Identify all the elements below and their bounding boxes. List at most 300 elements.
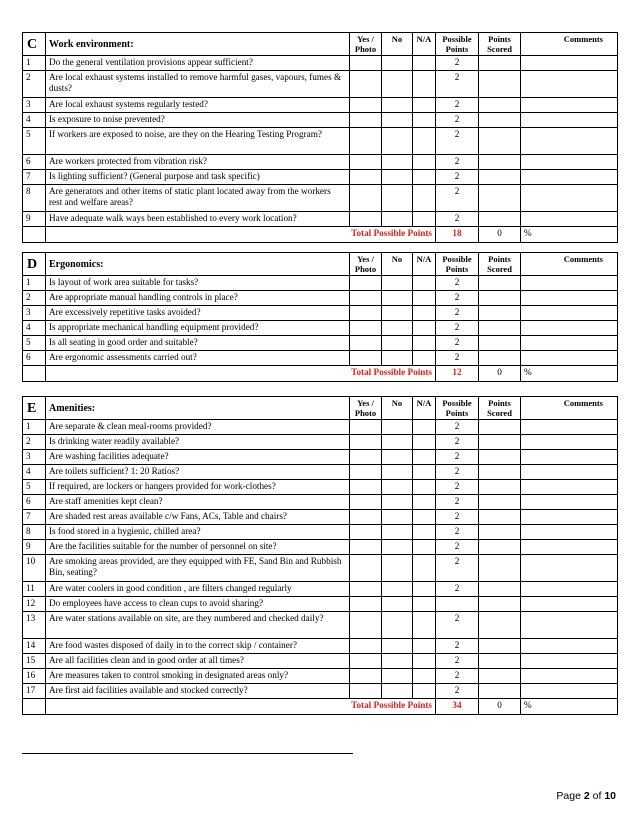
yes-cell[interactable] xyxy=(350,555,382,582)
points-scored-cell[interactable] xyxy=(479,612,521,639)
row-number: 1 xyxy=(23,420,46,435)
comments-cell[interactable] xyxy=(521,495,618,510)
points-scored-cell[interactable] xyxy=(479,654,521,669)
no-cell[interactable] xyxy=(382,582,413,597)
yes-cell[interactable] xyxy=(350,654,382,669)
comments-cell[interactable] xyxy=(521,170,618,185)
points-scored-cell[interactable] xyxy=(479,495,521,510)
table-row xyxy=(23,56,618,71)
points-scored-cell[interactable] xyxy=(479,420,521,435)
total-blank-cell xyxy=(23,366,46,382)
possible-points-cell: 2 xyxy=(436,170,479,185)
na-cell[interactable] xyxy=(413,420,436,435)
possible-points-cell: 2 xyxy=(436,321,479,336)
section-d xyxy=(22,252,618,382)
possible-points-cell: 2 xyxy=(436,71,479,98)
row-question: Are food wastes disposed of daily in to the correct skip / container? xyxy=(46,639,350,654)
no-cell[interactable] xyxy=(382,510,413,525)
comments-cell[interactable] xyxy=(521,276,618,291)
row-question: Are washing facilities adequate? xyxy=(46,450,350,465)
points-scored-cell[interactable] xyxy=(479,639,521,654)
points-scored-cell[interactable] xyxy=(479,276,521,291)
na-cell[interactable] xyxy=(413,212,436,227)
total-label: Total Possible Points xyxy=(46,699,436,715)
na-cell[interactable] xyxy=(413,555,436,582)
points-scored-header: Points Scored xyxy=(479,33,521,56)
no-cell[interactable] xyxy=(382,291,413,306)
yes-cell[interactable] xyxy=(350,71,382,98)
comments-cell[interactable] xyxy=(521,525,618,540)
total-points-scored: 0 xyxy=(479,366,521,382)
possible-points-cell: 2 xyxy=(436,525,479,540)
table-row xyxy=(23,525,618,540)
no-cell[interactable] xyxy=(382,612,413,639)
section-title: Ergonomics: xyxy=(46,253,350,276)
yes-cell[interactable] xyxy=(350,336,382,351)
possible-points-cell: 2 xyxy=(436,336,479,351)
comments-cell[interactable] xyxy=(521,155,618,170)
no-cell[interactable] xyxy=(382,128,413,155)
yes-cell[interactable] xyxy=(350,185,382,212)
points-scored-cell[interactable] xyxy=(479,336,521,351)
total-possible-points: 34 xyxy=(436,699,479,715)
points-scored-cell[interactable] xyxy=(479,128,521,155)
table-row xyxy=(23,540,618,555)
row-question: Are generators and other items of static plant located away from the workers rest and welfare areas? xyxy=(46,185,350,212)
possible-points-cell: 2 xyxy=(436,185,479,212)
possible-points-cell: 2 xyxy=(436,684,479,699)
row-number: 13 xyxy=(23,612,46,639)
yes-cell[interactable] xyxy=(350,525,382,540)
yes-photo-header: Yes / Photo xyxy=(350,33,382,56)
row-question: Are the facilities suitable for the number of personnel on site? xyxy=(46,540,350,555)
na-cell[interactable] xyxy=(413,276,436,291)
table-row xyxy=(23,639,618,654)
na-cell[interactable] xyxy=(413,684,436,699)
comments-cell[interactable] xyxy=(521,540,618,555)
no-header: No xyxy=(382,397,413,420)
row-number: 2 xyxy=(23,435,46,450)
possible-points-cell xyxy=(436,597,479,612)
yes-cell[interactable] xyxy=(350,480,382,495)
section-c-table xyxy=(22,32,618,243)
row-question: Are shaded rest areas available c/w Fans, ACs, Table and chairs? xyxy=(46,510,350,525)
table-row xyxy=(23,465,618,480)
possible-points-cell: 2 xyxy=(436,654,479,669)
na-cell[interactable] xyxy=(413,170,436,185)
na-cell[interactable] xyxy=(413,71,436,98)
table-row xyxy=(23,420,618,435)
table-row xyxy=(23,612,618,639)
total-blank-cell xyxy=(23,699,46,715)
row-question: Do the general ventilation provisions appear sufficient? xyxy=(46,56,350,71)
no-cell[interactable] xyxy=(382,56,413,71)
no-cell[interactable] xyxy=(382,170,413,185)
yes-cell[interactable] xyxy=(350,540,382,555)
yes-cell[interactable] xyxy=(350,639,382,654)
section-d-header-row xyxy=(23,253,618,276)
yes-cell[interactable] xyxy=(350,582,382,597)
comments-header: Comments xyxy=(521,33,618,56)
comments-cell[interactable] xyxy=(521,684,618,699)
section-letter: C xyxy=(23,33,46,56)
total-row xyxy=(23,227,618,243)
possible-points-cell: 2 xyxy=(436,480,479,495)
points-scored-cell[interactable] xyxy=(479,525,521,540)
row-number: 8 xyxy=(23,185,46,212)
comments-cell[interactable] xyxy=(521,321,618,336)
section-c-header-row xyxy=(23,33,618,56)
yes-cell[interactable] xyxy=(350,495,382,510)
no-cell[interactable] xyxy=(382,113,413,128)
na-cell[interactable] xyxy=(413,155,436,170)
possible-points-cell: 2 xyxy=(436,351,479,366)
no-cell[interactable] xyxy=(382,276,413,291)
na-cell[interactable] xyxy=(413,291,436,306)
possible-points-cell: 2 xyxy=(436,612,479,639)
comments-cell[interactable] xyxy=(521,291,618,306)
na-cell[interactable] xyxy=(413,480,436,495)
possible-points-cell: 2 xyxy=(436,113,479,128)
na-cell[interactable] xyxy=(413,525,436,540)
points-scored-cell[interactable] xyxy=(479,212,521,227)
row-number: 15 xyxy=(23,654,46,669)
comments-cell[interactable] xyxy=(521,56,618,71)
total-label: Total Possible Points xyxy=(46,227,436,243)
na-cell[interactable] xyxy=(413,450,436,465)
comments-cell[interactable] xyxy=(521,71,618,98)
yes-cell[interactable] xyxy=(350,56,382,71)
table-row xyxy=(23,170,618,185)
no-cell[interactable] xyxy=(382,639,413,654)
yes-cell[interactable] xyxy=(350,276,382,291)
points-scored-cell[interactable] xyxy=(479,465,521,480)
section-letter: D xyxy=(23,253,46,276)
possible-points-cell: 2 xyxy=(436,669,479,684)
table-row xyxy=(23,684,618,699)
points-scored-cell[interactable] xyxy=(479,113,521,128)
comments-cell[interactable] xyxy=(521,612,618,639)
row-number: 3 xyxy=(23,98,46,113)
table-row xyxy=(23,321,618,336)
table-row xyxy=(23,435,618,450)
yes-cell[interactable] xyxy=(350,351,382,366)
row-question: Is lighting sufficient? (General purpose and task specific) xyxy=(46,170,350,185)
total-possible-points: 12 xyxy=(436,366,479,382)
total-row xyxy=(23,699,618,715)
na-cell[interactable] xyxy=(413,582,436,597)
comments-cell[interactable] xyxy=(521,669,618,684)
row-number: 1 xyxy=(23,276,46,291)
na-cell[interactable] xyxy=(413,98,436,113)
page-current: 2 xyxy=(583,790,590,802)
yes-cell[interactable] xyxy=(350,435,382,450)
na-cell[interactable] xyxy=(413,113,436,128)
points-scored-cell[interactable] xyxy=(479,669,521,684)
points-scored-cell[interactable] xyxy=(479,597,521,612)
page-total: 10 xyxy=(604,790,616,802)
yes-cell[interactable] xyxy=(350,291,382,306)
row-question: Are measures taken to control smoking in designated areas only? xyxy=(46,669,350,684)
comments-cell[interactable] xyxy=(521,212,618,227)
points-scored-cell[interactable] xyxy=(479,540,521,555)
comments-cell[interactable] xyxy=(521,555,618,582)
yes-cell[interactable] xyxy=(350,170,382,185)
total-points-scored: 0 xyxy=(479,699,521,715)
total-percentage: % xyxy=(521,699,618,715)
table-row xyxy=(23,480,618,495)
comments-cell[interactable] xyxy=(521,128,618,155)
comments-cell[interactable] xyxy=(521,113,618,128)
yes-cell[interactable] xyxy=(350,612,382,639)
row-number: 5 xyxy=(23,480,46,495)
row-question: Do employees have access to clean cups to avoid sharing? xyxy=(46,597,350,612)
yes-cell[interactable] xyxy=(350,669,382,684)
points-scored-header: Points Scored xyxy=(479,397,521,420)
comments-cell[interactable] xyxy=(521,597,618,612)
na-cell[interactable] xyxy=(413,654,436,669)
table-row xyxy=(23,336,618,351)
possible-points-cell: 2 xyxy=(436,510,479,525)
possible-points-cell: 2 xyxy=(436,582,479,597)
table-row xyxy=(23,155,618,170)
no-cell[interactable] xyxy=(382,480,413,495)
points-scored-cell[interactable] xyxy=(479,291,521,306)
points-scored-cell[interactable] xyxy=(479,684,521,699)
row-number: 6 xyxy=(23,495,46,510)
table-row xyxy=(23,654,618,669)
points-scored-cell[interactable] xyxy=(479,155,521,170)
yes-cell[interactable] xyxy=(350,420,382,435)
na-cell[interactable] xyxy=(413,321,436,336)
row-question: Is exposure to noise prevented? xyxy=(46,113,350,128)
row-question: Is food stored in a hygienic, chilled area? xyxy=(46,525,350,540)
row-number: 2 xyxy=(23,71,46,98)
row-question: Are smoking areas provided, are they equipped with FE, Sand Bin and Rubbish Bin, seating? xyxy=(46,555,350,582)
possible-points-cell: 2 xyxy=(436,155,479,170)
row-question: Are ergonomic assessments carried out? xyxy=(46,351,350,366)
comments-cell[interactable] xyxy=(521,185,618,212)
points-scored-cell[interactable] xyxy=(479,555,521,582)
row-question: Are local exhaust systems regularly tested? xyxy=(46,98,350,113)
no-cell[interactable] xyxy=(382,525,413,540)
comments-header: Comments xyxy=(521,397,618,420)
table-row xyxy=(23,212,618,227)
points-scored-cell[interactable] xyxy=(479,71,521,98)
no-cell[interactable] xyxy=(382,540,413,555)
yes-cell[interactable] xyxy=(350,212,382,227)
na-cell[interactable] xyxy=(413,351,436,366)
no-cell[interactable] xyxy=(382,435,413,450)
section-e xyxy=(22,396,618,715)
no-cell[interactable] xyxy=(382,465,413,480)
no-cell[interactable] xyxy=(382,155,413,170)
section-d-table xyxy=(22,252,618,382)
row-number: 5 xyxy=(23,336,46,351)
points-scored-cell[interactable] xyxy=(479,321,521,336)
points-scored-cell[interactable] xyxy=(479,351,521,366)
possible-points-cell: 2 xyxy=(436,276,479,291)
na-cell[interactable] xyxy=(413,306,436,321)
points-scored-cell[interactable] xyxy=(479,510,521,525)
table-row xyxy=(23,351,618,366)
row-number: 3 xyxy=(23,306,46,321)
comments-cell[interactable] xyxy=(521,465,618,480)
possible-points-cell: 2 xyxy=(436,540,479,555)
yes-cell[interactable] xyxy=(350,321,382,336)
points-scored-cell[interactable] xyxy=(479,185,521,212)
yes-cell[interactable] xyxy=(350,510,382,525)
na-cell[interactable] xyxy=(413,510,436,525)
yes-cell[interactable] xyxy=(350,98,382,113)
possible-points-cell: 2 xyxy=(436,212,479,227)
yes-cell[interactable] xyxy=(350,597,382,612)
comments-cell[interactable] xyxy=(521,480,618,495)
points-scored-cell[interactable] xyxy=(479,450,521,465)
row-number: 4 xyxy=(23,321,46,336)
points-scored-cell[interactable] xyxy=(479,98,521,113)
no-cell[interactable] xyxy=(382,321,413,336)
na-cell[interactable] xyxy=(413,336,436,351)
table-row xyxy=(23,450,618,465)
table-row xyxy=(23,597,618,612)
yes-cell[interactable] xyxy=(350,450,382,465)
table-row xyxy=(23,291,618,306)
row-question: Are local exhaust systems installed to remove harmful gases, vapours, fumes & dusts? xyxy=(46,71,350,98)
no-cell[interactable] xyxy=(382,71,413,98)
comments-cell[interactable] xyxy=(521,435,618,450)
possible-points-cell: 2 xyxy=(436,98,479,113)
na-cell[interactable] xyxy=(413,669,436,684)
possible-points-cell: 2 xyxy=(436,639,479,654)
row-number: 7 xyxy=(23,510,46,525)
yes-cell[interactable] xyxy=(350,155,382,170)
points-scored-cell[interactable] xyxy=(479,306,521,321)
yes-cell[interactable] xyxy=(350,113,382,128)
row-number: 6 xyxy=(23,351,46,366)
row-number: 4 xyxy=(23,465,46,480)
yes-cell[interactable] xyxy=(350,306,382,321)
comments-cell[interactable] xyxy=(521,639,618,654)
page-number xyxy=(556,790,616,802)
no-cell[interactable] xyxy=(382,654,413,669)
section-e-header-row xyxy=(23,397,618,420)
na-cell[interactable] xyxy=(413,128,436,155)
row-question: Are water coolers in good condition , are filters changed regularly xyxy=(46,582,350,597)
row-question: Are all facilities clean and in good order at all times? xyxy=(46,654,350,669)
total-percentage: % xyxy=(521,227,618,243)
table-row xyxy=(23,669,618,684)
row-question: If required, are lockers or hangers provided for work-clothes? xyxy=(46,480,350,495)
total-row xyxy=(23,366,618,382)
row-question: Are appropriate manual handling controls in place? xyxy=(46,291,350,306)
row-number: 1 xyxy=(23,56,46,71)
comments-cell[interactable] xyxy=(521,450,618,465)
no-cell[interactable] xyxy=(382,336,413,351)
row-question: Are workers protected from vibration risk? xyxy=(46,155,350,170)
row-question: Have adequate walk ways been established to every work location? xyxy=(46,212,350,227)
possible-points-cell: 2 xyxy=(436,56,479,71)
row-question: Is layout of work area suitable for tasks? xyxy=(46,276,350,291)
no-cell[interactable] xyxy=(382,495,413,510)
na-cell[interactable] xyxy=(413,540,436,555)
comments-cell[interactable] xyxy=(521,582,618,597)
na-cell[interactable] xyxy=(413,612,436,639)
row-question: Are toilets sufficient? 1: 20 Ratios? xyxy=(46,465,350,480)
na-cell[interactable] xyxy=(413,435,436,450)
total-possible-points: 18 xyxy=(436,227,479,243)
possible-points-header: Possible Points xyxy=(436,33,479,56)
na-header: N/A xyxy=(413,253,436,276)
no-header: No xyxy=(382,253,413,276)
section-c xyxy=(22,32,618,243)
points-scored-cell[interactable] xyxy=(479,480,521,495)
comments-cell[interactable] xyxy=(521,654,618,669)
yes-cell[interactable] xyxy=(350,128,382,155)
na-cell[interactable] xyxy=(413,185,436,212)
no-cell[interactable] xyxy=(382,597,413,612)
points-scored-cell[interactable] xyxy=(479,435,521,450)
na-cell[interactable] xyxy=(413,597,436,612)
footer-divider xyxy=(22,753,353,754)
row-number: 4 xyxy=(23,113,46,128)
row-number: 10 xyxy=(23,555,46,582)
points-scored-cell[interactable] xyxy=(479,582,521,597)
no-cell[interactable] xyxy=(382,351,413,366)
yes-cell[interactable] xyxy=(350,465,382,480)
na-cell[interactable] xyxy=(413,639,436,654)
no-cell[interactable] xyxy=(382,306,413,321)
points-scored-cell[interactable] xyxy=(479,170,521,185)
row-question: Are water stations available on site, are they numbered and checked daily? xyxy=(46,612,350,639)
table-row xyxy=(23,113,618,128)
yes-photo-header: Yes / Photo xyxy=(350,253,382,276)
no-cell[interactable] xyxy=(382,212,413,227)
row-number: 8 xyxy=(23,525,46,540)
table-row xyxy=(23,306,618,321)
no-header: No xyxy=(382,33,413,56)
comments-cell[interactable] xyxy=(521,510,618,525)
row-number: 2 xyxy=(23,291,46,306)
no-cell[interactable] xyxy=(382,450,413,465)
row-number: 9 xyxy=(23,212,46,227)
yes-cell[interactable] xyxy=(350,684,382,699)
no-cell[interactable] xyxy=(382,420,413,435)
na-cell[interactable] xyxy=(413,495,436,510)
comments-cell[interactable] xyxy=(521,351,618,366)
comments-cell[interactable] xyxy=(521,98,618,113)
comments-cell[interactable] xyxy=(521,420,618,435)
comments-cell[interactable] xyxy=(521,306,618,321)
row-question: Is drinking water readily available? xyxy=(46,435,350,450)
no-cell[interactable] xyxy=(382,185,413,212)
no-cell[interactable] xyxy=(382,555,413,582)
na-cell[interactable] xyxy=(413,56,436,71)
no-cell[interactable] xyxy=(382,98,413,113)
points-scored-cell[interactable] xyxy=(479,56,521,71)
no-cell[interactable] xyxy=(382,684,413,699)
possible-points-cell: 2 xyxy=(436,450,479,465)
comments-header: Comments xyxy=(521,253,618,276)
possible-points-cell: 2 xyxy=(436,555,479,582)
comments-cell[interactable] xyxy=(521,336,618,351)
total-percentage: % xyxy=(521,366,618,382)
table-row xyxy=(23,98,618,113)
na-cell[interactable] xyxy=(413,465,436,480)
row-number: 11 xyxy=(23,582,46,597)
na-header: N/A xyxy=(413,33,436,56)
no-cell[interactable] xyxy=(382,669,413,684)
